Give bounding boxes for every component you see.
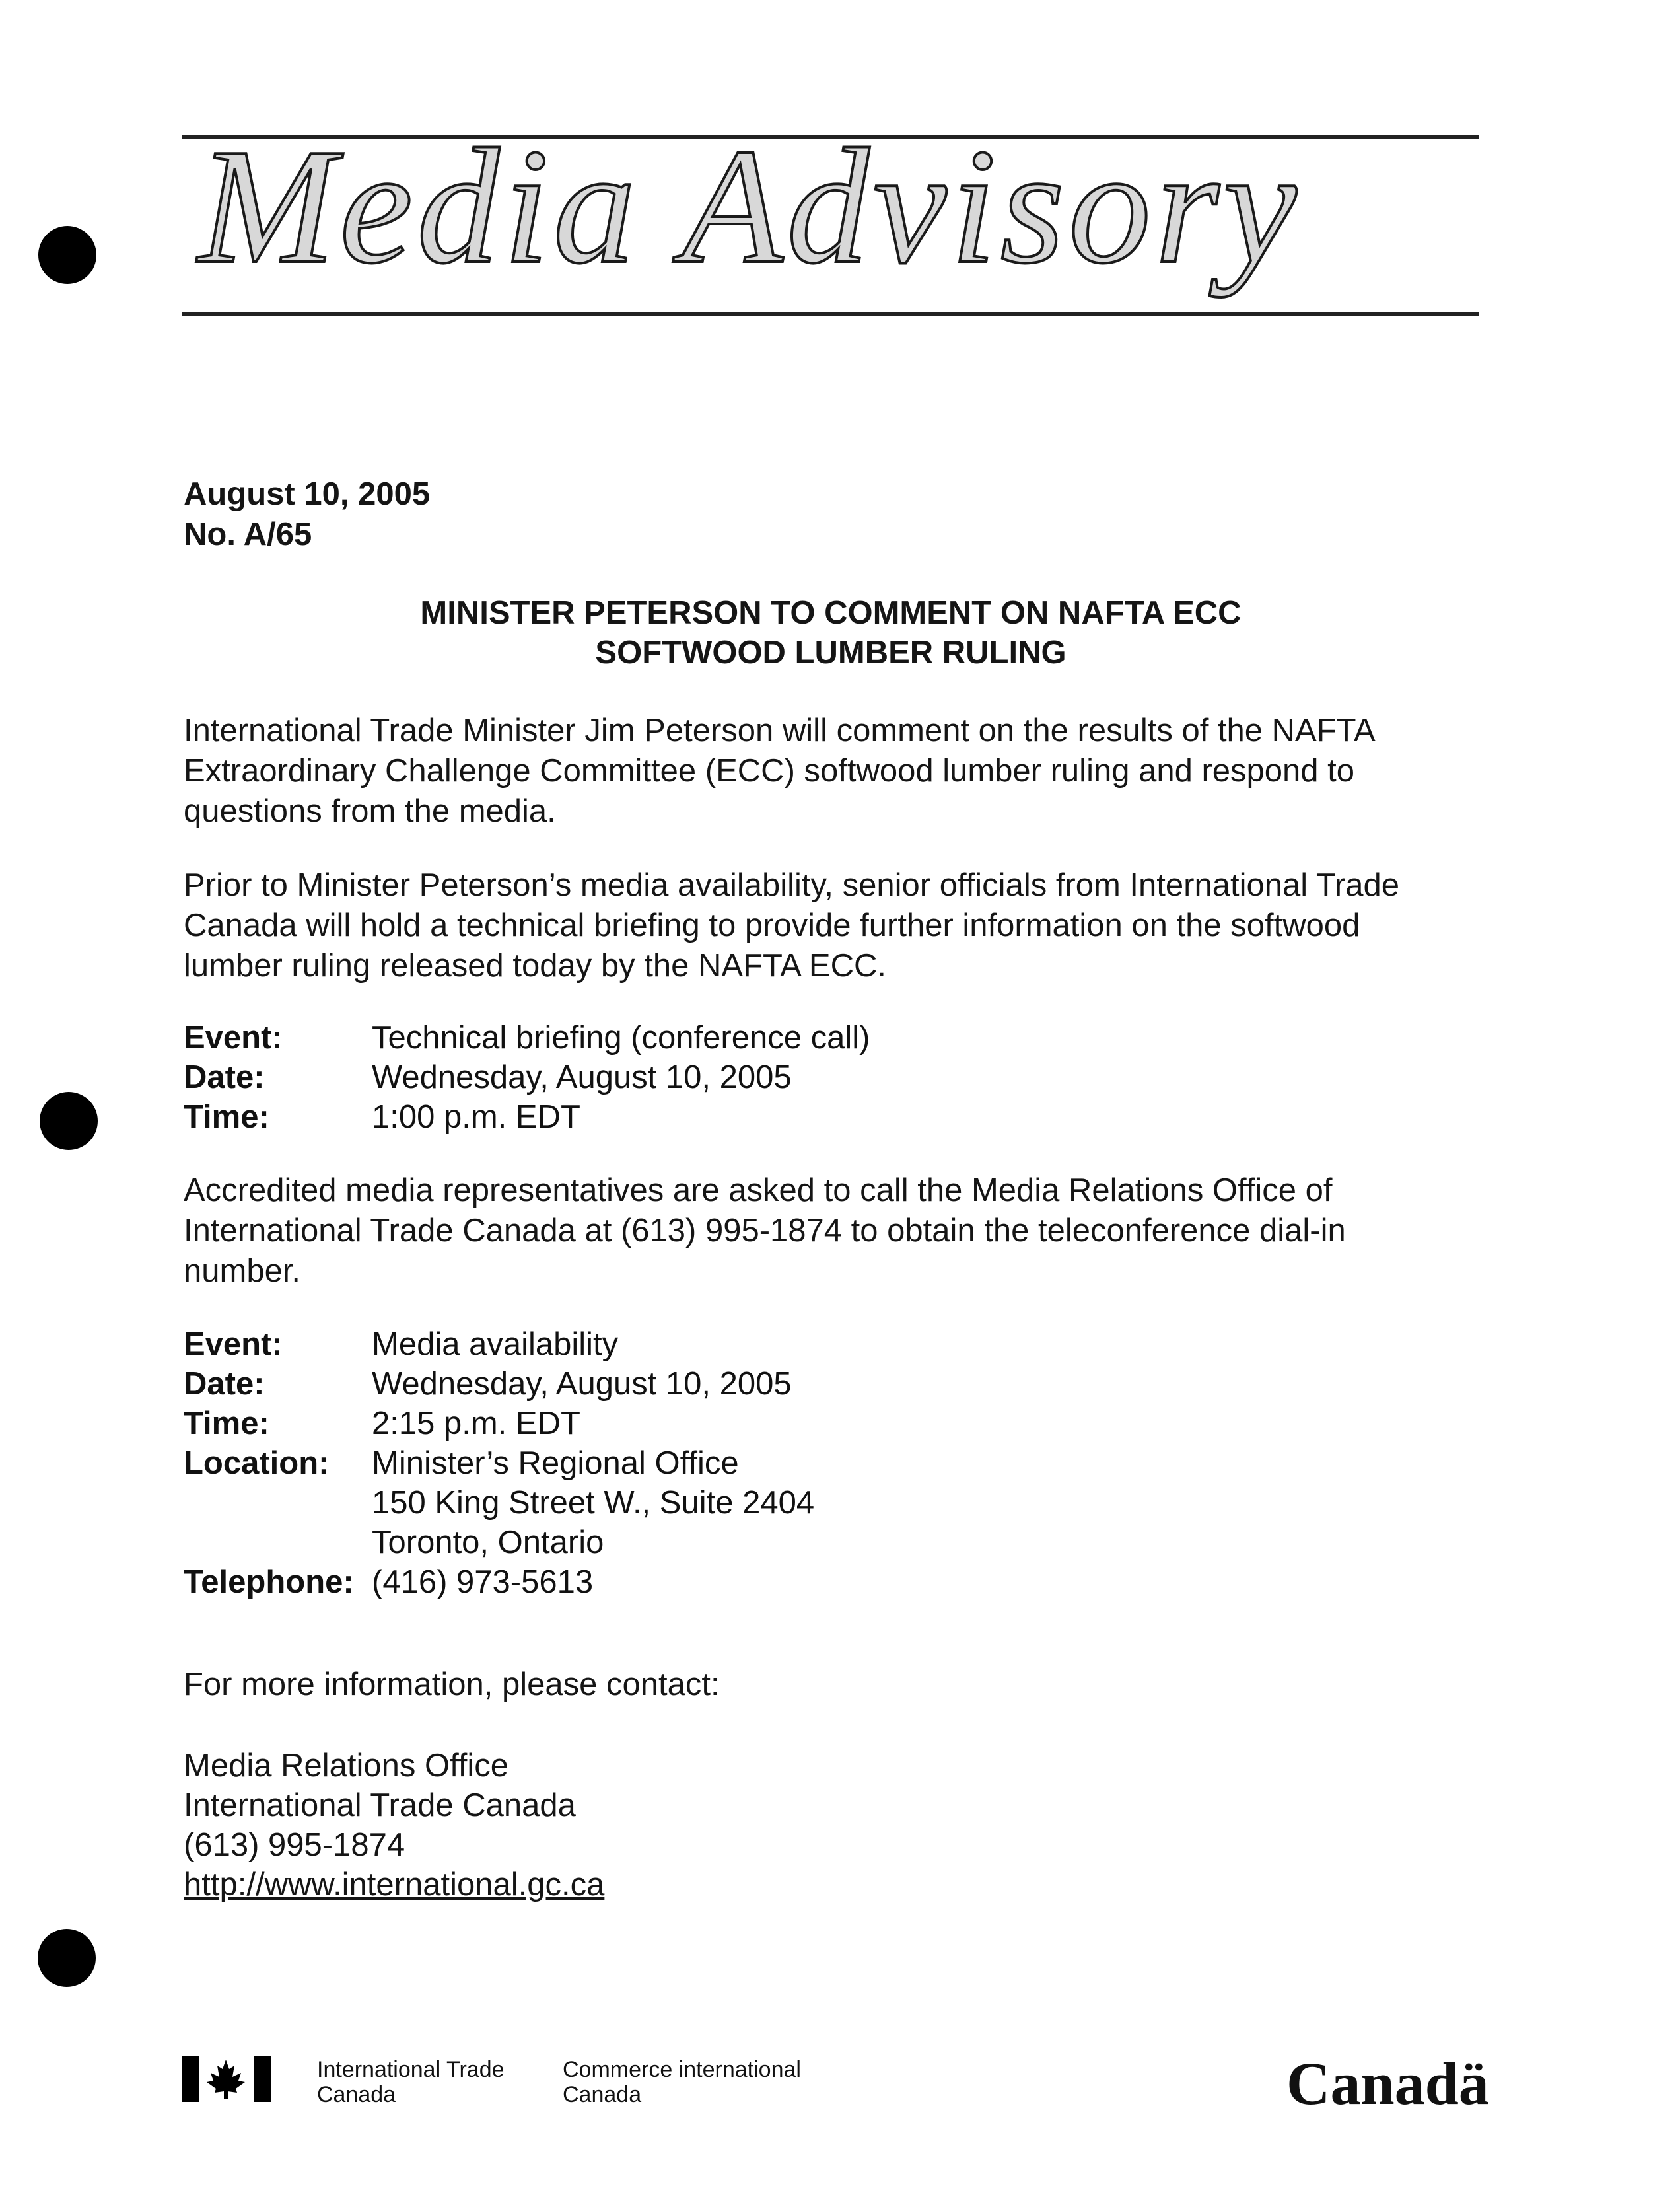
- contact-block: [184, 1746, 604, 1904]
- paragraph-line: lumber ruling released today by the NAFTA ECC.: [184, 948, 886, 984]
- paragraph-line: Extraordinary Challenge Committee (ECC) softwood lumber ruling and respond to: [184, 753, 1354, 789]
- contact-intro: For more information, please contact:: [184, 1667, 720, 1702]
- paragraph-briefing: [184, 865, 1399, 986]
- maple-leaf-icon: [182, 2056, 271, 2102]
- department-en-line: Canada: [317, 2082, 396, 2107]
- advisory-header: [184, 474, 430, 555]
- contact-phone: (613) 995-1874: [184, 1827, 405, 1863]
- department-fr-line: Canada: [563, 2082, 642, 2107]
- location-value: [372, 1443, 814, 1562]
- paragraph-accreditation: [184, 1171, 1346, 1291]
- advisory-number: No. A/65: [184, 517, 312, 552]
- headline: [184, 593, 1478, 672]
- advisory-date: August 10, 2005: [184, 476, 431, 512]
- event-label: Event:: [184, 1326, 283, 1362]
- event-value: Media availability: [372, 1326, 619, 1362]
- date-label: Date:: [184, 1366, 265, 1402]
- masthead-title: Media Advisory: [198, 115, 1301, 298]
- headline-line-2: SOFTWOOD LUMBER RULING: [595, 635, 1067, 670]
- department-name-french: [563, 2057, 801, 2107]
- masthead-bottom-rule: [182, 312, 1479, 316]
- telephone-value: (416) 973-5613: [372, 1564, 594, 1600]
- event-label: Event:: [184, 1020, 283, 1056]
- telephone-label: Telephone:: [184, 1564, 354, 1600]
- punch-hole-bottom: [38, 1929, 96, 1987]
- location-line: Toronto, Ontario: [372, 1525, 604, 1560]
- headline-line-1: MINISTER PETERSON TO COMMENT ON NAFTA ECC: [420, 595, 1242, 631]
- time-label: Time:: [184, 1099, 269, 1135]
- paragraph-line: International Trade Minister Jim Peterson will comment on the results of the NAFTA: [184, 713, 1376, 748]
- department-en-line: International Trade: [317, 2057, 505, 2082]
- punch-hole-middle: [40, 1092, 98, 1150]
- paragraph-line: International Trade Canada at (613) 995-1874 to obtain the teleconference dial-in: [184, 1213, 1346, 1248]
- date-value: Wednesday, August 10, 2005: [372, 1060, 792, 1095]
- department-fr-line: Commerce international: [563, 2057, 801, 2082]
- canada-wordmark: Canadä: [1286, 2050, 1489, 2117]
- location-label: Location:: [184, 1445, 330, 1481]
- date-label: Date:: [184, 1060, 265, 1095]
- contact-office: Media Relations Office: [184, 1748, 509, 1784]
- time-label: Time:: [184, 1406, 269, 1441]
- paragraph-line: number.: [184, 1253, 301, 1289]
- paragraph-line: Canada will hold a technical briefing to provide further information on the softwood: [184, 908, 1360, 943]
- contact-department: International Trade Canada: [184, 1788, 576, 1823]
- paragraph-intro: [184, 711, 1376, 832]
- paragraph-line: Prior to Minister Peterson’s media availability, senior officials from International Trade: [184, 867, 1400, 903]
- location-line: Minister’s Regional Office: [372, 1445, 739, 1481]
- paragraph-line: Accredited media representatives are asked to call the Media Relations Office of: [184, 1173, 1333, 1208]
- date-value: Wednesday, August 10, 2005: [372, 1366, 792, 1402]
- time-value: 2:15 p.m. EDT: [372, 1406, 580, 1441]
- event-media-availability: [184, 1324, 814, 1602]
- time-value: 1:00 p.m. EDT: [372, 1099, 580, 1135]
- location-line: 150 King Street W., Suite 2404: [372, 1485, 815, 1521]
- punch-hole-top: [38, 226, 96, 284]
- paragraph-line: questions from the media.: [184, 793, 556, 829]
- event-value: Technical briefing (conference call): [372, 1020, 870, 1056]
- contact-website-link[interactable]: http://www.international.gc.ca: [184, 1867, 605, 1902]
- department-name-english: [317, 2057, 505, 2107]
- event-technical-briefing: [184, 1018, 870, 1137]
- canada-flag-symbol: [182, 2056, 271, 2102]
